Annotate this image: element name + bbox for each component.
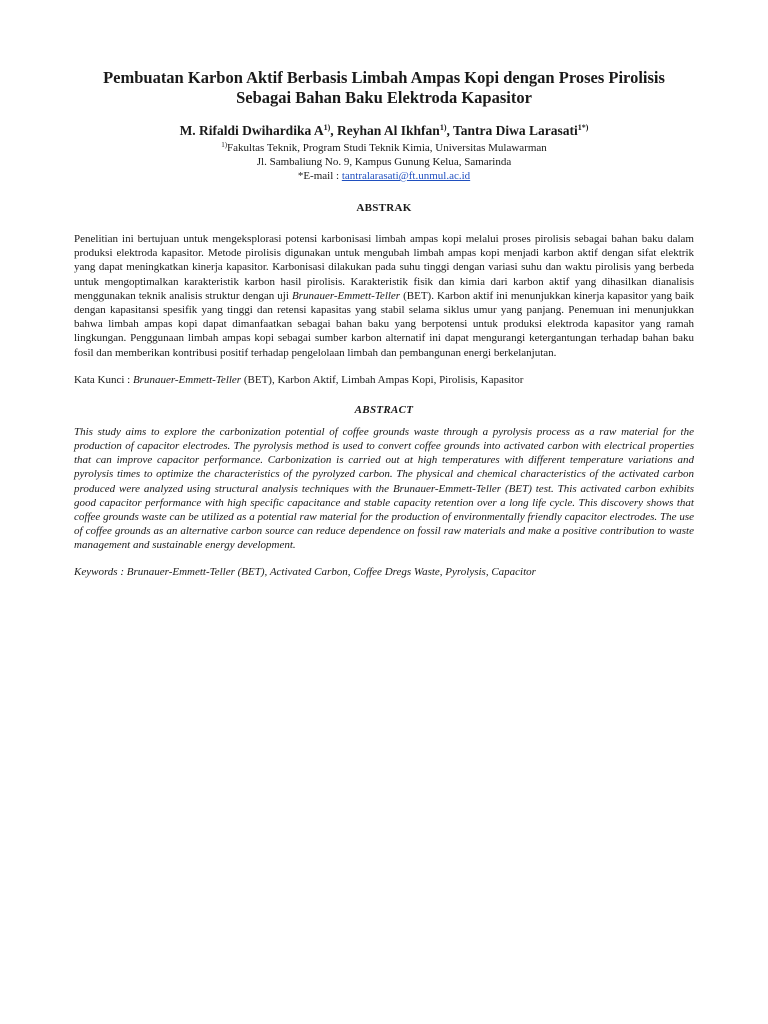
kata-kunci-terms: (BET), Karbon Aktif, Limbah Ampas Kopi, Pirolisis, Kapasitor — [241, 373, 524, 386]
paper-title-line-1: Pembuatan Karbon Aktif Berbasis Limbah Ampas Kopi dengan Proses Pirolisis — [103, 68, 665, 87]
author-affiliation-mark: 1) — [323, 123, 331, 132]
abstract-paragraph: This study aims to explore the carbonization potential of coffee grounds waste through a pyrolysis process as a raw material for the production of capacitor electrodes. The pyrolysis method is used to convert coffee grounds into activated carbon with electrical properties that can improve capacitor performance. Carbonization is carried out at high temperatures with different temperature variations and pyrolysis times to optimize the characteristics of the pyrolyzed carbon. The physical and chemical characteristics of the activated carbon produced were analyzed using structural analysis techniques with the Brunauer-Emmett-Teller (BET) test. This activated carbon exhibits good capacitor performance with high specific capacitance and stable capacity retention over a long life cycle. This discovery shows that coffee grounds waste can be utilized as a potential raw material for the production of environmentally friendly capacitor electrodes. The use of coffee grounds as an alternative carbon source can reduce dependence on fossil raw materials and make a positive contribution to waste management and sustainable energy development. — [74, 425, 694, 552]
author-list — [74, 122, 694, 140]
kata-kunci-line — [74, 373, 694, 387]
kata-kunci-bet-term: Brunauer-Emmett-Teller — [132, 373, 242, 386]
author-name: Tantra Diwa Larasati — [453, 123, 578, 138]
abstrak-text-part-2: (BET). Karbon aktif ini menunjukkan kinerja kapasitor yang baik dengan kapasitansi spesifik yang tinggi dan retensi kapasitas yang stabil selama siklus umur yang panjang. Penemuan ini menunjukkan bahwa limbah ampas kopi dapat dimanfaatkan sebagai bahan baku yang berpotensi untuk produksi elektroda kapasitor yang ramah lingkungan. Penggunaan limbah ampas kopi sebagai sumber karbon alternatif ini dapat mengurangi ketergantungan terhadap bahan baku fosil dan memberikan kontribusi positif terhadap pengelolaan limbah dan pembangunan energi berkelanjutan. — [74, 289, 694, 359]
affiliation-line-1 — [74, 141, 694, 155]
affiliation-address: Jl. Sambaliung No. 9, Kampus Gunung Kelua, Samarinda — [256, 156, 512, 168]
abstrak-text-part-1: Penelitian ini bertujuan untuk mengeksplorasi potensi karbonisasi limbah ampas kopi melalui proses pirolisis sebagai bahan baku dalam produksi elektroda kapasitor. Metode pirolisis digunakan untuk mengubah limbah ampas kopi menjadi karbon aktif dengan sifat elektrik yang dapat meningkatkan kinerja kapasitor. Karbonisasi dilakukan pada suhu tinggi dengan variasi suhu dan waktu pirolisis yang berbeda untuk mengoptimalkan karakteristik karbon hasil pirolisis. Karakteristik fisik dan kimia dari karbon aktif yang dihasilkan dianalisis menggunakan teknik analisis struktur dengan uji — [74, 233, 694, 302]
kata-kunci-label: Kata Kunci : — [74, 373, 133, 386]
paper-page — [74, 68, 694, 579]
affiliation-block — [74, 141, 694, 183]
author-name: Reyhan Al Ikhfan — [337, 123, 440, 138]
abstrak-heading: ABSTRAK — [356, 202, 412, 214]
affiliation-institution: Fakultas Teknik, Program Studi Teknik Kimia, Universitas Mulawarman — [227, 142, 547, 154]
author-separator: , — [330, 123, 338, 138]
abstrak-paragraph — [74, 232, 694, 360]
email-label: *E-mail : — [297, 170, 342, 182]
author-name: M. Rifaldi Dwihardika A — [179, 123, 324, 138]
keywords-line: Keywords : Brunauer-Emmett-Teller (BET), Activated Carbon, Coffee Dregs Waste, Pyrolysis, Capacitor — [74, 565, 536, 578]
affiliation-mark: 1) — [221, 141, 228, 149]
author-affiliation-mark: 1) — [439, 123, 447, 132]
affiliation-email-line — [74, 169, 694, 183]
author-affiliation-mark: 1*) — [577, 123, 589, 132]
author-separator: , — [446, 123, 453, 138]
paper-title — [74, 68, 694, 108]
email-link[interactable]: tantralarasati@ft.unmul.ac.id — [341, 170, 471, 182]
abstrak-bet-term: Brunauer-Emmett-Teller — [291, 289, 401, 302]
abstract-heading: ABSTRACT — [354, 403, 414, 416]
paper-title-line-2: Sebagai Bahan Baku Elektroda Kapasitor — [236, 88, 532, 107]
